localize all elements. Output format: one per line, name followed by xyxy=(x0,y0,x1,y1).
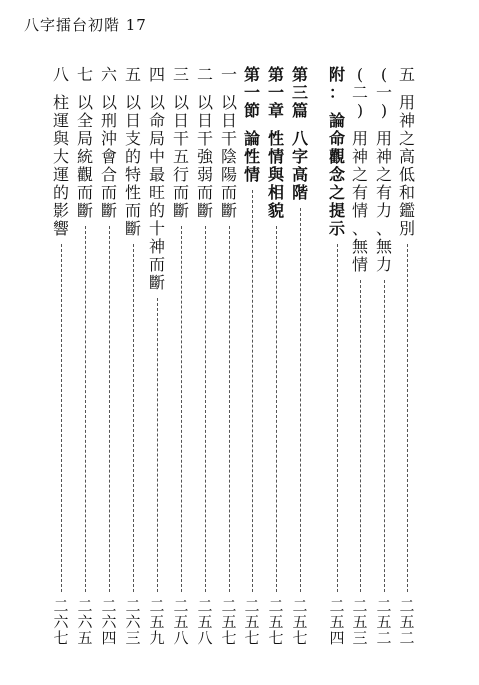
toc-entry-title: 與 xyxy=(267,165,284,184)
toc-entry-title: 的 xyxy=(148,201,165,220)
toc-entry-title: 念 xyxy=(328,165,345,184)
toc-entry-title: 斷 xyxy=(220,201,237,220)
toc-entry-title: 情 xyxy=(351,201,368,220)
toc-entry-number: 一 xyxy=(243,83,260,102)
toc-entry-number: 三 xyxy=(172,65,189,84)
toc-entry-title: 無 xyxy=(375,237,392,256)
page-digit: 二 xyxy=(53,597,69,615)
toc-entry-heading xyxy=(244,66,260,184)
toc-page-number xyxy=(376,598,391,646)
toc-page-number xyxy=(149,598,164,646)
toc-entry-title: 、 xyxy=(351,219,368,238)
toc-page-number xyxy=(101,598,116,646)
page-digit: 五 xyxy=(292,613,308,631)
toc-entry-title: 局 xyxy=(76,129,93,148)
dotted-leader xyxy=(276,226,277,592)
page-digit: 六 xyxy=(125,613,141,631)
toc-entry-title: 五 xyxy=(172,147,189,166)
running-header: 八字擂台初階 17 xyxy=(24,16,147,34)
toc-entry-title: 情 xyxy=(243,165,260,184)
toc-page-number xyxy=(173,598,188,646)
toc-entry[interactable] xyxy=(395,66,419,646)
toc-entry-number: 一 xyxy=(220,65,237,84)
toc-entry-title: 而 xyxy=(148,255,165,274)
toc-entry-title: 以 xyxy=(196,93,213,112)
toc-entry-title: 以 xyxy=(100,93,117,112)
toc-entry-heading xyxy=(352,66,368,274)
toc-entry-heading xyxy=(268,66,284,220)
toc-entry-title: 之 xyxy=(375,165,392,184)
toc-entry-title: 之 xyxy=(328,183,345,202)
toc-entry-title: 統 xyxy=(76,147,93,166)
toc-entry-title: 用 xyxy=(398,93,415,112)
toc-entry[interactable] xyxy=(264,66,288,646)
toc-entry-title: 命 xyxy=(328,129,345,148)
toc-entry-number: 五 xyxy=(398,65,415,84)
toc-entry-title: 而 xyxy=(76,183,93,202)
toc-entry-number: ( xyxy=(380,65,388,84)
toc-entry-title: 觀 xyxy=(76,165,93,184)
toc-entry-title: 神 xyxy=(375,147,392,166)
toc-entry-title: 斷 xyxy=(196,201,213,220)
toc-entry-number: 八 xyxy=(52,65,69,84)
toc-entry-title: 陽 xyxy=(220,165,237,184)
page-digit: 六 xyxy=(101,613,117,631)
toc-entry-title: 運 xyxy=(52,165,69,184)
toc-entry-title: 斷 xyxy=(172,201,189,220)
toc-entry-heading xyxy=(53,66,69,238)
toc-entry-title: 干 xyxy=(196,129,213,148)
toc-entry-title: 柱 xyxy=(52,93,69,112)
dotted-leader xyxy=(157,298,158,592)
dotted-leader xyxy=(205,226,206,592)
toc-entry-title: 之 xyxy=(351,165,368,184)
page-digit: 五 xyxy=(399,613,415,631)
page-digit: 五 xyxy=(173,613,189,631)
toc-entry-title: 斷 xyxy=(148,273,165,292)
toc-entry-title: 情 xyxy=(267,147,284,166)
toc-page-number xyxy=(53,598,68,646)
toc-entry-number: 二 xyxy=(351,83,368,102)
toc-entry-title: 全 xyxy=(76,111,93,130)
toc-entry-title: 強 xyxy=(196,147,213,166)
page-digit: 五 xyxy=(77,629,93,647)
toc-entry[interactable] xyxy=(372,66,396,646)
toc-entry-title: 高 xyxy=(398,147,415,166)
toc-entry-title: 斷 xyxy=(76,201,93,220)
toc-entry-title: 而 xyxy=(172,183,189,202)
toc-page-number xyxy=(329,598,344,646)
toc-entry[interactable] xyxy=(240,66,264,646)
toc-entry-title: 局 xyxy=(148,129,165,148)
toc-entry-title: 以 xyxy=(172,93,189,112)
page-digit: 五 xyxy=(376,613,392,631)
toc-entry-title: 斷 xyxy=(124,219,141,238)
toc-entry-title: 別 xyxy=(398,219,415,238)
toc-entry-title: 的 xyxy=(52,183,69,202)
toc-page-number xyxy=(292,598,307,646)
toc-entry-title: 特 xyxy=(124,165,141,184)
toc-entry-title: 日 xyxy=(124,111,141,130)
page-digit: 二 xyxy=(125,597,141,615)
toc-entry-title: 提 xyxy=(328,201,345,220)
page-digit: 五 xyxy=(149,613,165,631)
toc-entry-title: 低 xyxy=(398,165,415,184)
toc-entry-title: 以 xyxy=(148,93,165,112)
toc-entry-number: ( xyxy=(356,65,364,84)
toc-entry-title: 字 xyxy=(291,147,308,166)
page-digit: 八 xyxy=(173,629,189,647)
page-digit: 七 xyxy=(53,629,69,647)
page-digit: 五 xyxy=(244,613,260,631)
page-digit: 七 xyxy=(292,629,308,647)
toc-entry-title: 和 xyxy=(398,183,415,202)
toc-entry-title: 日 xyxy=(172,111,189,130)
page-digit: 九 xyxy=(149,629,165,647)
page-digit: 二 xyxy=(376,597,392,615)
toc-entry-title: 八 xyxy=(291,129,308,148)
toc-entry-heading xyxy=(399,66,415,238)
toc-entry-title: 神 xyxy=(398,111,415,130)
page-digit: 五 xyxy=(329,613,345,631)
page-digit: 四 xyxy=(101,629,117,647)
toc-entry-number: 節 xyxy=(243,101,260,120)
toc-entry[interactable] xyxy=(288,66,312,646)
page-digit: 六 xyxy=(77,613,93,631)
toc-entry-title: 支 xyxy=(124,129,141,148)
toc-entry-title: 而 xyxy=(124,201,141,220)
toc-entry-title: 合 xyxy=(100,165,117,184)
page-digit: 二 xyxy=(352,597,368,615)
toc-entry-title: 旺 xyxy=(148,183,165,202)
toc-entry-heading xyxy=(77,66,93,220)
toc-entry-number: 六 xyxy=(100,65,117,84)
toc-entry-number: 第 xyxy=(243,65,260,84)
dotted-leader xyxy=(61,244,62,592)
toc-entry-number: 七 xyxy=(76,65,93,84)
page-digit: 五 xyxy=(352,613,368,631)
toc-entry[interactable] xyxy=(145,66,169,646)
toc-entry-title: 干 xyxy=(172,129,189,148)
toc-page-number xyxy=(399,598,414,646)
toc-entry-heading xyxy=(329,66,345,238)
page-digit: 二 xyxy=(77,597,93,615)
toc-page-number xyxy=(197,598,212,646)
toc-entry-title: 有 xyxy=(351,183,368,202)
toc-page-number xyxy=(244,598,259,646)
dotted-leader xyxy=(384,280,385,592)
toc-entry-heading xyxy=(197,66,213,220)
dotted-leader xyxy=(252,190,253,592)
page-digit: 五 xyxy=(197,613,213,631)
page-digit: 五 xyxy=(221,613,237,631)
toc-entry-title: 示 xyxy=(328,219,345,238)
dotted-leader xyxy=(360,280,361,592)
page-digit: 三 xyxy=(125,629,141,647)
toc-entry-title: 弱 xyxy=(196,165,213,184)
toc-entry-title: 用 xyxy=(375,129,392,148)
page-digit: 二 xyxy=(329,597,345,615)
toc-entry[interactable] xyxy=(217,66,241,646)
toc-entry-title: 力 xyxy=(375,255,392,274)
toc-entry-title: 十 xyxy=(148,219,165,238)
toc-entry-title: 影 xyxy=(52,201,69,220)
toc-entry-heading xyxy=(149,66,165,292)
toc-entry-title: 日 xyxy=(220,111,237,130)
toc-entry-number: 一 xyxy=(267,83,284,102)
toc-entry-title: 響 xyxy=(52,219,69,238)
toc-entry[interactable] xyxy=(169,66,193,646)
page-digit: 五 xyxy=(268,613,284,631)
toc-entry-title: 論 xyxy=(328,111,345,130)
toc-entry-title: 之 xyxy=(398,129,415,148)
page-digit: 七 xyxy=(221,629,237,647)
toc-entry[interactable] xyxy=(49,66,73,646)
toc-entry[interactable] xyxy=(325,66,349,646)
toc-entry-number: ) xyxy=(356,101,364,120)
page-digit: 二 xyxy=(149,597,165,615)
toc-entry-title: 情 xyxy=(351,255,368,274)
toc-entry-title: 最 xyxy=(148,165,165,184)
toc-entry-heading xyxy=(292,66,308,202)
toc-entry-title: 無 xyxy=(351,237,368,256)
dotted-leader xyxy=(407,244,408,592)
toc-entry-title: 性 xyxy=(124,183,141,202)
page-digit: 二 xyxy=(244,597,260,615)
toc-entry-title: 高 xyxy=(291,165,308,184)
toc-entry-title: 性 xyxy=(267,129,284,148)
page-digit: 二 xyxy=(197,597,213,615)
toc-entry-title: 相 xyxy=(267,183,284,202)
toc-entry-number: 第 xyxy=(291,65,308,84)
toc-entry-title: 日 xyxy=(196,111,213,130)
toc-entry-title: 會 xyxy=(100,147,117,166)
toc-entry-title: 性 xyxy=(243,147,260,166)
toc-entry-title: 階 xyxy=(291,183,308,202)
toc-entry-heading xyxy=(101,66,117,220)
toc-entry-number: 章 xyxy=(267,101,284,120)
page-digit: 二 xyxy=(376,629,392,647)
toc-entry-number: 三 xyxy=(291,83,308,102)
toc-entry-heading xyxy=(376,66,392,274)
toc-entry[interactable] xyxy=(193,66,217,646)
toc-entry-title: 陰 xyxy=(220,147,237,166)
toc-entry-number: 附 xyxy=(328,65,345,84)
page-digit: 二 xyxy=(268,597,284,615)
dotted-leader xyxy=(300,208,301,592)
toc-entry-title: 大 xyxy=(52,147,69,166)
toc-entry-number: ) xyxy=(380,101,388,120)
toc-entry-number: 五 xyxy=(124,65,141,84)
toc-entry-title: 刑 xyxy=(100,111,117,130)
page-digit: 二 xyxy=(173,597,189,615)
page-digit: 七 xyxy=(268,629,284,647)
page-digit: 二 xyxy=(292,597,308,615)
toc-entry[interactable] xyxy=(73,66,97,646)
toc-entry-title: 論 xyxy=(243,129,260,148)
toc-entry-title: 而 xyxy=(196,183,213,202)
dotted-leader xyxy=(133,244,134,592)
toc-entry-title: 與 xyxy=(52,129,69,148)
toc-entry-title: 行 xyxy=(172,165,189,184)
toc-entry-title: 以 xyxy=(124,93,141,112)
toc-entry-number: 第 xyxy=(267,65,284,84)
dotted-leader xyxy=(337,244,338,592)
toc-entry-title: 觀 xyxy=(328,147,345,166)
page-digit: 二 xyxy=(221,597,237,615)
toc-entry-number: 一 xyxy=(375,83,392,102)
toc-entry-number: 篇 xyxy=(291,101,308,120)
toc-entry-number: 四 xyxy=(148,65,165,84)
page-digit: 二 xyxy=(399,597,415,615)
toc-entry-title: 貌 xyxy=(267,201,284,220)
dotted-leader xyxy=(229,226,230,592)
toc-entry[interactable] xyxy=(121,66,145,646)
toc-entry-heading xyxy=(173,66,189,220)
toc-entry-title: 的 xyxy=(124,147,141,166)
toc-entry-title: 有 xyxy=(375,183,392,202)
page-digit: 四 xyxy=(329,629,345,647)
toc-entry-number: 二 xyxy=(196,65,213,84)
toc-page-number xyxy=(268,598,283,646)
page-digit: 八 xyxy=(197,629,213,647)
toc-entry-title: 沖 xyxy=(100,129,117,148)
toc-entry-heading xyxy=(221,66,237,220)
page-digit: 七 xyxy=(244,629,260,647)
toc-entry-title: 用 xyxy=(351,129,368,148)
toc-entry-title: 鑑 xyxy=(398,201,415,220)
dotted-leader xyxy=(109,226,110,592)
toc-entry-title: 神 xyxy=(148,237,165,256)
toc-entry-title: 而 xyxy=(100,183,117,202)
toc-page-number xyxy=(77,598,92,646)
toc-entry[interactable] xyxy=(97,66,121,646)
dotted-leader xyxy=(181,226,182,592)
toc-entry-title: 以 xyxy=(220,93,237,112)
page-digit: 三 xyxy=(352,629,368,647)
dotted-leader xyxy=(85,226,86,592)
toc-entry-title: 運 xyxy=(52,111,69,130)
toc-page-number xyxy=(221,598,236,646)
toc-entry-title: 中 xyxy=(148,147,165,166)
page-digit: 二 xyxy=(399,629,415,647)
toc-entry[interactable] xyxy=(348,66,372,646)
toc-entry-title: 斷 xyxy=(100,201,117,220)
toc-entry-title: 命 xyxy=(148,111,165,130)
toc-entry-title: 神 xyxy=(351,147,368,166)
page-digit: 二 xyxy=(101,597,117,615)
toc-page-number xyxy=(125,598,140,646)
toc-entry-number: ： xyxy=(328,83,345,102)
toc-page-number xyxy=(352,598,367,646)
page-digit: 六 xyxy=(53,613,69,631)
toc-entry-heading xyxy=(125,66,141,238)
toc-entry-title: 力 xyxy=(375,201,392,220)
toc-entry-title: 而 xyxy=(220,183,237,202)
toc-entry-title: 以 xyxy=(76,93,93,112)
toc-entry-title: 干 xyxy=(220,129,237,148)
toc-entry-title: 、 xyxy=(375,219,392,238)
